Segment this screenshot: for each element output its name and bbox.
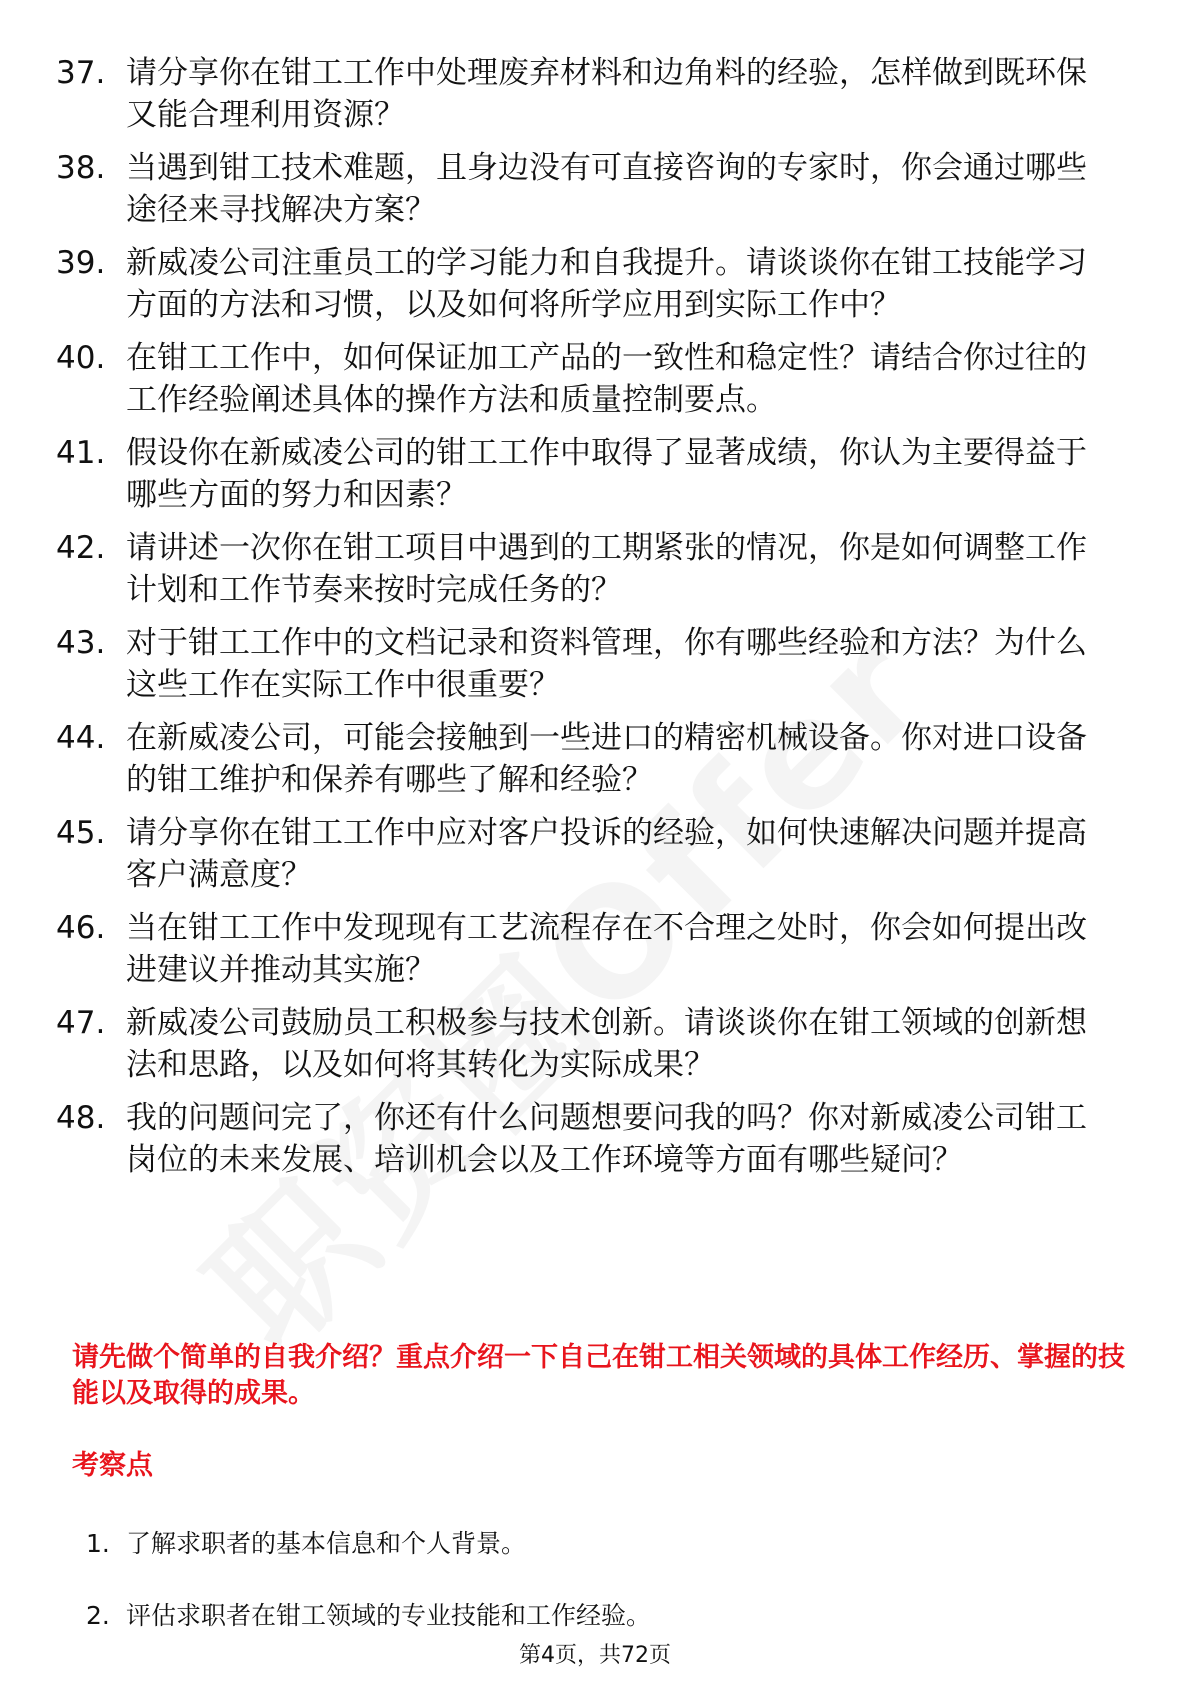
question-item: [0, 52, 1190, 136]
question-number: 42.: [56, 530, 106, 566]
question-item: [0, 907, 1190, 991]
assessment-point: [0, 1598, 1190, 1634]
question-number: 43.: [56, 625, 106, 661]
question-text: 请分享你在钳工工作中应对客户投诉的经验，如何快速解决问题并提高客户满意度？: [126, 815, 1087, 893]
point-number: 2.: [86, 1601, 110, 1630]
question-text: 当在钳工工作中发现现有工艺流程存在不合理之处时，你会如何提出改进建议并推动其实施？: [126, 910, 1087, 988]
question-text: 在新威凌公司，可能会接触到一些进口的精密机械设备。你对进口设备的钳工维护和保养有哪些了解和经验？: [126, 720, 1087, 798]
section-label: 考察点: [72, 1450, 153, 1481]
assessment-point: [0, 1526, 1190, 1562]
question-number: 38.: [56, 150, 106, 186]
question-item: [0, 1002, 1190, 1086]
question-item: [0, 242, 1190, 326]
question-number: 41.: [56, 435, 106, 471]
question-number: 47.: [56, 1005, 106, 1041]
question-item: [0, 527, 1190, 611]
question-number: 44.: [56, 720, 106, 756]
question-item: [0, 147, 1190, 231]
question-number: 46.: [56, 910, 106, 946]
point-text: 了解求职者的基本信息和个人背景。: [126, 1529, 527, 1558]
question-number: 40.: [56, 340, 106, 376]
question-item: [0, 622, 1190, 706]
question-item: [0, 1097, 1190, 1181]
question-text: 新威凌公司注重员工的学习能力和自我提升。请谈谈你在钳工技能学习方面的方法和习惯，以及如何将所学应用到实际工作中？: [126, 245, 1087, 323]
question-text: 请讲述一次你在钳工项目中遇到的工期紧张的情况，你是如何调整工作计划和工作节奏来按时完成任务的？: [126, 530, 1087, 608]
question-item: [0, 812, 1190, 896]
question-text: 在钳工工作中，如何保证加工产品的一致性和稳定性？请结合你过往的工作经验阐述具体的操作方法和质量控制要点。: [126, 340, 1087, 418]
question-item: [0, 337, 1190, 421]
question-list: [0, 52, 1190, 1192]
page-footer: 第4页，共72页: [519, 1643, 671, 1668]
question-text: 我的问题问完了，你还有什么问题想要问我的吗？你对新威凌公司钳工岗位的未来发展、培训机会以及工作环境等方面有哪些疑问？: [126, 1100, 1087, 1178]
question-item: [0, 432, 1190, 516]
question-number: 45.: [56, 815, 106, 851]
question-text: 对于钳工工作中的文档记录和资料管理，你有哪些经验和方法？为什么这些工作在实际工作中很重要？: [126, 625, 1087, 703]
question-item: [0, 717, 1190, 801]
question-text: 当遇到钳工技术难题，且身边没有可直接咨询的专家时，你会通过哪些途径来寻找解决方案？: [126, 150, 1087, 228]
point-number: 1.: [86, 1529, 110, 1558]
question-number: 37.: [56, 55, 106, 91]
highlight-question: 请先做个简单的自我介绍？重点介绍一下自己在钳工相关领域的具体工作经历、掌握的技能以及取得的成果。: [72, 1342, 1125, 1409]
question-number: 48.: [56, 1100, 106, 1136]
question-number: 39.: [56, 245, 106, 281]
question-text: 请分享你在钳工工作中处理废弃材料和边角料的经验，怎样做到既环保又能合理利用资源？: [126, 55, 1087, 133]
point-text: 评估求职者在钳工领域的专业技能和工作经验。: [126, 1601, 652, 1630]
question-text: 假设你在新威凌公司的钳工工作中取得了显著成绩，你认为主要得益于哪些方面的努力和因素？: [126, 435, 1087, 513]
question-text: 新威凌公司鼓励员工积极参与技术创新。请谈谈你在钳工领域的创新想法和思路，以及如何将其转化为实际成果？: [126, 1005, 1087, 1083]
